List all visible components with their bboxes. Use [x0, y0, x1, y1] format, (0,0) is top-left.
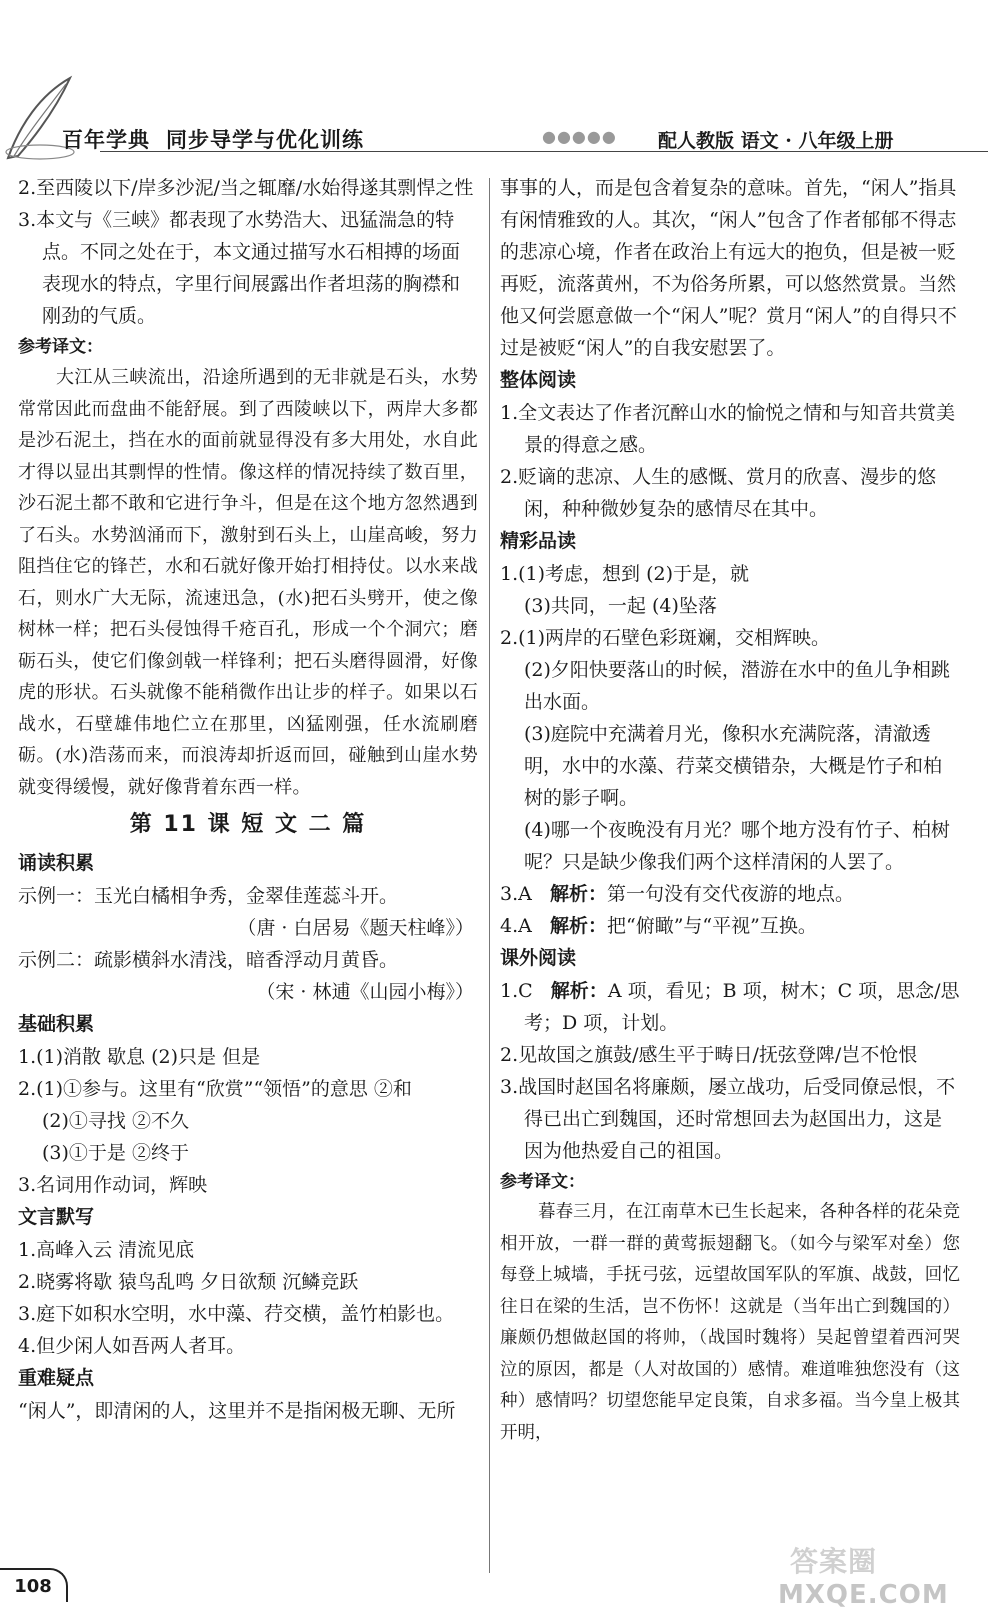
- section-heading: 课外阅读: [500, 947, 577, 969]
- answer-item: (3)共同，一起 (4)坠落: [524, 595, 717, 617]
- header-rule: [100, 151, 988, 152]
- answer-item: [500, 910, 960, 942]
- answer-item: 1.高峰入云 清流见底: [18, 1239, 195, 1261]
- analysis-label: 解析：: [549, 883, 607, 905]
- header-brand: [62, 124, 364, 154]
- analysis-label: 解析：: [550, 980, 608, 1002]
- answer-item: (2)夕阳快要落山的时候，潜游在水中的鱼儿争相跳出水面。: [524, 659, 950, 713]
- answer-item: 1.全文表达了作者沉醉山水的愉悦之情和与知音共赏美景的得意之感。: [500, 402, 956, 456]
- example-line: 示例二：疏影横斜水清浅，暗香浮动月黄昏。: [18, 949, 399, 971]
- answer-item: (3)①于是 ②终于: [42, 1142, 189, 1164]
- answer-item: [500, 878, 960, 910]
- answer-item: (3)庭院中充满着月光，像积水充满院落，清澈透明，水中的水藻、荇菜交横错杂，大概是竹子和柏树的影子啊。: [524, 723, 943, 809]
- brand-subtitle: 同步导学与优化训练: [166, 127, 364, 152]
- answer-item: (2)①寻找 ②不久: [42, 1110, 189, 1132]
- section-heading: 文言默写: [18, 1206, 95, 1228]
- section-heading: 重难疑点: [18, 1367, 95, 1389]
- example-source: （宋 · 林逋《山园小梅》）: [256, 981, 474, 1003]
- analysis-text: A 项，看见；B 项，树木；C 项，思念/思考；D 项，计划。: [524, 980, 960, 1034]
- analysis-text: 把“俯瞰”与“平视”互换。: [607, 915, 817, 937]
- watermark-en: MXQE.COM: [778, 1580, 949, 1610]
- section-heading: 整体阅读: [500, 369, 577, 391]
- brand-name: 百年学典: [62, 127, 150, 152]
- example-source: （唐 · 白居易《题天柱峰》）: [237, 917, 474, 939]
- header-dots: ●●●●●: [542, 127, 617, 146]
- example-line: 示例一：玉光白橘相争秀，金翠佳莲蕊斗开。: [18, 885, 399, 907]
- right-column: [500, 172, 960, 1449]
- paragraph: 事事的人，而是包含着复杂的意味。首先，“闲人”指具有闲情雅致的人。其次，“闲人”包含了作者郁郁不得志的悲凉心境，作者在政治上有远大的抱负，但是被一贬再贬，流落黄州，不为俗务所累，可以悠然赏景。当然他又何尝愿意做一个“闲人”呢？赏月“闲人”的自得只不过是被贬“闲人”的自我安慰罢了。: [500, 177, 957, 359]
- paragraph: “闲人”，即清闲的人，这里并不是指闲极无聊、无所: [18, 1400, 456, 1422]
- answer-choice: 1.C: [500, 980, 533, 1002]
- reference-translation: 暮春三月，在江南草木已生长起来，各种各样的花朵竞相开放，一群一群的黄莺振翅翻飞。（如今与梁军对垒）您每登上城墙，手抚弓弦，远望故国军队的军旗、战鼓，回忆往日在梁的生活，岂不伤怀！这就是（当年出亡到魏国的）廉颇仍想做赵国的将帅，（战国时魏将）吴起曾望着西河哭泣的原因，都是（人对故国的）感情。难道唯独您没有（这种）感情吗？切望您能早定良策，自求多福。当今皇上极其开明，: [500, 1202, 960, 1443]
- lesson-title: 第 11 课 短 文 二 篇: [129, 812, 367, 837]
- answer-item: 3.名词用作动词，辉映: [18, 1174, 208, 1196]
- page-number: 108: [0, 1568, 68, 1602]
- answer-item: 1.(1)消散 歇息 (2)只是 但是: [18, 1046, 261, 1068]
- answer-item: 3.战国时赵国名将廉颇，屡立战功，后受同僚忌恨，不得已出亡到魏国，还时常想回去为赵国出力，这是因为他热爱自己的祖国。: [500, 1076, 956, 1162]
- analysis-label: 解析：: [549, 915, 607, 937]
- page-header: [0, 0, 996, 170]
- section-heading: 基础积累: [18, 1013, 95, 1035]
- left-column: [18, 172, 478, 1427]
- section-heading: 精彩品读: [500, 530, 577, 552]
- answer-item: 2.(1)两岸的石壁色彩斑斓，交相辉映。: [500, 627, 831, 649]
- answer-choice: 3.A: [500, 883, 532, 905]
- answer-item: 1.(1)考虑，想到 (2)于是，就: [500, 563, 749, 585]
- answer-choice: 4.A: [500, 915, 532, 937]
- answer-item: 3.本文与《三峡》都表现了水势浩大、迅猛湍急的特点。不同之处在于，本文通过描写水石相搏的场面表现水的特点，字里行间展露出作者坦荡的胸襟和刚劲的气质。: [18, 209, 461, 327]
- answer-item: 2.至西陵以下/岸多沙泥/当之辄靡/水始得遂其剽悍之性: [18, 177, 474, 199]
- answer-item: [500, 975, 960, 1039]
- answer-item: 2.贬谪的悲凉、人生的感慨、赏月的欣喜、漫步的悠闲，种种微妙复杂的感情尽在其中。: [500, 466, 937, 520]
- reference-heading: 参考译文：: [18, 337, 103, 357]
- column-divider: [489, 178, 490, 1573]
- reference-translation: 大江从三峡流出，沿途所遇到的无非就是石头，水势常常因此而盘曲不能舒展。到了西陵峡以下，两岸大多都是沙石泥土，挡在水的面前就显得没有多大用处，水自此才得以显出其剽悍的性情。像这样的情况持续了数百里，沙石泥土都不敢和它进行争斗，但是在这个地方忽然遇到了石头。水势汹涌而下，激射到石头上，山崖高峻，努力阻挡住它的锋芒，水和石就好像开始打相持仗。以水来战石，则水广大无际，流速迅急，(水)把石头劈开，使之像树林一样；把石头侵蚀得千疮百孔，形成一个个洞穴；磨砺石头，使它们像剑戟一样锋利；把石头磨得圆滑，好像虎的形状。石头就像不能稍微作出让步的样子。如果以石战水，石壁雄伟地伫立在那里，凶猛刚强，任水流刷磨砺。(水)浩荡而来，而浪涛却折返而回，碰触到山崖水势就变得缓慢，就好像背着东西一样。: [18, 367, 478, 798]
- answer-item: (4)哪一个夜晚没有月光？哪个地方没有竹子、柏树呢？只是缺少像我们两个这样清闲的人罢了。: [524, 819, 950, 873]
- answer-item: 2.(1)①参与。这里有“欣赏”“领悟”的意思 ②和: [18, 1078, 412, 1100]
- reference-heading: 参考译文：: [500, 1172, 585, 1192]
- answer-item: 2.见故国之旗鼓/感生平于畴日/抚弦登陴/岂不怆恨: [500, 1044, 918, 1066]
- answer-item: 4.但少闲人如吾两人者耳。: [18, 1335, 246, 1357]
- answer-item: 2.晓雾将歇 猿鸟乱鸣 夕日欲颓 沉鳞竞跃: [18, 1271, 359, 1293]
- edition-label: 配人教版 语文 · 八年级上册: [658, 130, 894, 152]
- analysis-text: 第一句没有交代夜游的地点。: [607, 883, 855, 905]
- section-heading: 诵读积累: [18, 852, 95, 874]
- watermark-cn: 答案圈: [790, 1545, 878, 1578]
- answer-item: 3.庭下如积水空明，水中藻、荇交横，盖竹柏影也。: [18, 1303, 455, 1325]
